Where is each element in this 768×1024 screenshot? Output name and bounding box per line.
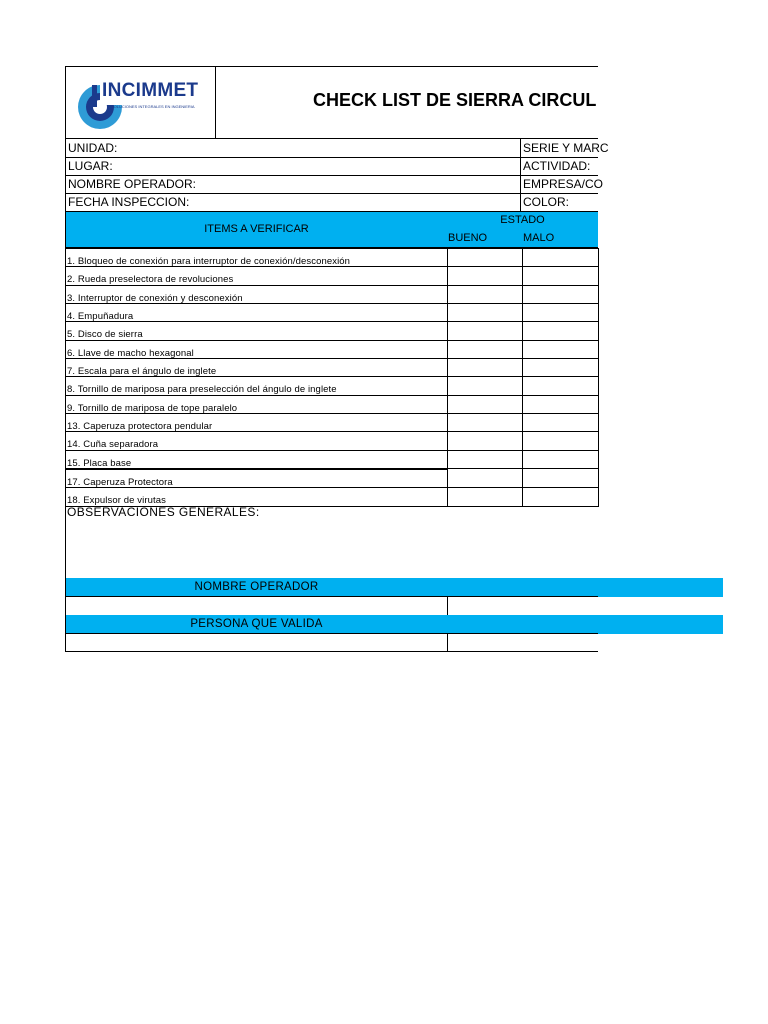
checklist-item: 17. Caperuza Protectora: [65, 468, 448, 488]
checklist-item: 5. Disco de sierra: [65, 321, 448, 341]
malo-checkbox-cell[interactable]: [522, 266, 599, 286]
observaciones-label: OBSERVACIONES GENERALES:: [67, 505, 260, 519]
malo-checkbox-cell[interactable]: [522, 395, 599, 414]
bueno-checkbox-cell[interactable]: [447, 413, 523, 432]
logo-cell: [65, 66, 216, 139]
observaciones-cell: [65, 505, 598, 579]
malo-checkbox-cell[interactable]: [522, 376, 599, 396]
checklist-item: 3. Interruptor de conexión y desconexión: [65, 285, 448, 304]
malo-header-cell: [522, 229, 598, 248]
malo-header: MALO: [523, 232, 555, 244]
bueno-checkbox-cell[interactable]: [447, 487, 523, 507]
bueno-header: BUENO: [448, 232, 488, 244]
persona-valida-header-right: [447, 615, 723, 634]
malo-checkbox-cell[interactable]: [522, 340, 599, 359]
bueno-checkbox-cell[interactable]: [447, 431, 523, 451]
bueno-checkbox-cell[interactable]: [447, 468, 523, 488]
checklist-item: 1. Bloqueo de conexión para interruptor de conexión/desconexión: [65, 248, 448, 267]
bueno-checkbox-cell[interactable]: [447, 321, 523, 341]
info-label-right: EMPRESA/CO: [521, 175, 598, 194]
checklist-item: 6. Llave de macho hexagonal: [65, 340, 448, 359]
malo-checkbox-cell[interactable]: [522, 413, 599, 432]
checklist-item: 9. Tornillo de mariposa de tope paralelo: [65, 395, 448, 414]
bueno-checkbox-cell[interactable]: [447, 358, 523, 377]
checklist-item: 14. Cuña separadora: [65, 431, 448, 451]
info-label-left: UNIDAD:: [65, 139, 521, 158]
checklist-item: 7. Escala para el ángulo de inglete: [65, 358, 448, 377]
bueno-checkbox-cell[interactable]: [447, 376, 523, 396]
checklist-item: 13. Caperuza protectora pendular: [65, 413, 448, 432]
malo-checkbox-cell[interactable]: [522, 303, 599, 322]
items-header-cell: [65, 211, 448, 248]
info-label-left: FECHA INSPECCION:: [65, 193, 521, 212]
checklist-item: 18. Expulsor de virutas: [65, 487, 448, 507]
malo-checkbox-cell[interactable]: [522, 285, 599, 304]
malo-checkbox-cell[interactable]: [522, 248, 599, 267]
bueno-checkbox-cell[interactable]: [447, 340, 523, 359]
logo-tagline: SOLUCIONES INTEGRALES EN INGENIERIA: [111, 104, 195, 109]
persona-valida-label: PERSONA QUE VALIDA: [190, 618, 323, 630]
info-label-left: LUGAR:: [65, 157, 521, 176]
logo-text: INCIMMET: [102, 80, 199, 101]
page-title: CHECK LIST DE SIERRA CIRCUL: [313, 90, 597, 110]
info-label-right: COLOR:: [521, 193, 598, 212]
malo-checkbox-cell[interactable]: [522, 450, 599, 469]
info-label-right: ACTIVIDAD:: [521, 157, 598, 176]
nombre-operador-label: NOMBRE OPERADOR: [194, 581, 319, 593]
estado-header: ESTADO: [500, 214, 545, 226]
malo-checkbox-cell[interactable]: [522, 468, 599, 488]
estado-header-cell: [447, 211, 598, 230]
malo-checkbox-cell[interactable]: [522, 321, 599, 341]
info-label-left: NOMBRE OPERADOR:: [65, 175, 521, 194]
info-label-right: SERIE Y MARC: [521, 139, 598, 158]
nombre-operador-value[interactable]: [65, 596, 448, 616]
checklist-item: 4. Empuñadura: [65, 303, 448, 322]
bueno-header-cell: [447, 229, 523, 248]
bueno-checkbox-cell[interactable]: [447, 303, 523, 322]
malo-checkbox-cell[interactable]: [522, 487, 599, 507]
persona-valida-header: [65, 615, 448, 634]
nombre-operador-header-right: [447, 578, 723, 597]
persona-valida-value[interactable]: [65, 633, 448, 652]
malo-checkbox-cell[interactable]: [522, 431, 599, 451]
bueno-checkbox-cell[interactable]: [447, 285, 523, 304]
checklist-item: 2. Rueda preselectora de revoluciones: [65, 266, 448, 286]
malo-checkbox-cell[interactable]: [522, 358, 599, 377]
nombre-operador-header: [65, 578, 448, 597]
nombre-operador-firma[interactable]: [447, 596, 598, 616]
checklist-item: 15. Placa base: [65, 450, 448, 469]
bueno-checkbox-cell[interactable]: [447, 248, 523, 267]
bueno-checkbox-cell[interactable]: [447, 266, 523, 286]
persona-valida-firma[interactable]: [447, 633, 598, 652]
bueno-checkbox-cell[interactable]: [447, 395, 523, 414]
checklist-item: 8. Tornillo de mariposa para preselección del ángulo de inglete: [65, 376, 448, 396]
items-header: ITEMS A VERIFICAR: [204, 223, 309, 235]
bueno-checkbox-cell[interactable]: [447, 450, 523, 469]
